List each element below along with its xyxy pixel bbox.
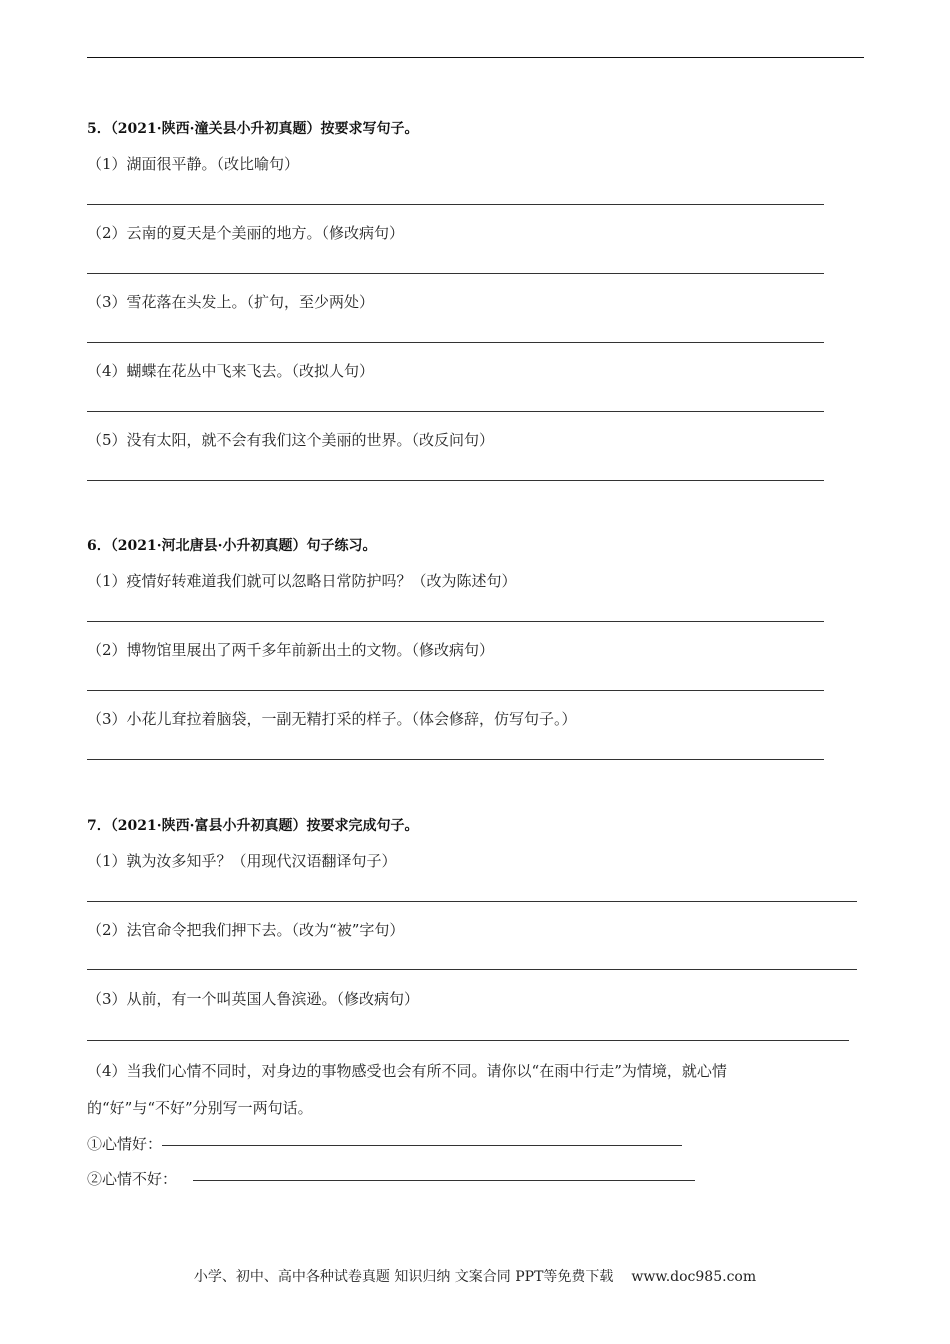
question-5-title: 5．（2021·陕西·潼关县小升初真题）按要求写句子。 <box>87 121 419 137</box>
q5-item-3: （3）雪花落在头发上。（扩句，至少两处） <box>87 293 375 311</box>
q6-item-2: （2）博物馆里展出了两千多年前新出土的文物。（修改病句） <box>87 641 495 659</box>
answer-line[interactable] <box>87 690 824 691</box>
footer-text: 小学、初中、高中各种试卷真题 知识归纳 文案合同 PPT等免费下载 <box>193 1269 614 1285</box>
bad-mood-answer-line[interactable] <box>193 1180 695 1181</box>
answer-line[interactable] <box>87 411 824 412</box>
answer-line[interactable] <box>87 273 824 274</box>
q6-item-3: （3）小花儿耷拉着脑袋，一副无精打采的样子。（体会修辞，仿写句子。） <box>87 710 577 728</box>
good-mood-answer-line[interactable] <box>162 1145 682 1146</box>
q5-item-2: （2）云南的夏天是个美丽的地方。（修改病句） <box>87 224 405 242</box>
answer-line[interactable] <box>87 901 857 902</box>
footer-site-link[interactable]: www.doc985.com <box>631 1269 757 1285</box>
question-7-title: 7．（2021·陕西·富县小升初真题）按要求完成句子。 <box>87 818 419 834</box>
q6-item-1: （1）疫情好转难道我们就可以忽略日常防护吗？（改为陈述句） <box>87 572 517 590</box>
good-mood-label: ①心情好： <box>87 1135 163 1153</box>
question-6-title: 6．（2021·河北唐县·小升初真题）句子练习。 <box>87 538 377 554</box>
q5-item-4: （4）蝴蝶在花丛中飞来飞去。（改拟人句） <box>87 362 375 380</box>
q7-item-4-line-1: （4）当我们心情不同时，对身边的事物感受也会有所不同。请你以“在雨中行走”为情境，就心情 <box>87 1062 727 1080</box>
q7-item-4-line-2: 的“好”与“不好”分别写一两句话。 <box>87 1099 313 1117</box>
answer-line[interactable] <box>87 204 824 205</box>
q5-item-5: （5）没有太阳，就不会有我们这个美丽的世界。（改反问句） <box>87 431 495 449</box>
answer-line[interactable] <box>87 1040 849 1041</box>
answer-line[interactable] <box>87 342 824 343</box>
answer-line[interactable] <box>87 621 824 622</box>
q7-item-3: （3）从前，有一个叫英国人鲁滨逊。（修改病句） <box>87 990 420 1008</box>
q5-item-1: （1）湖面很平静。（改比喻句） <box>87 155 300 173</box>
footer <box>0 1266 950 1286</box>
q7-item-2: （2）法官命令把我们押下去。（改为“被”字句） <box>87 921 405 939</box>
good-mood-row <box>87 1133 682 1154</box>
answer-line[interactable] <box>87 480 824 481</box>
answer-line[interactable] <box>87 759 824 760</box>
bad-mood-row <box>87 1168 695 1189</box>
top-rule <box>87 57 864 58</box>
bad-mood-label: ②心情不好： <box>87 1170 178 1188</box>
answer-line[interactable] <box>87 969 857 970</box>
q7-item-1: （1）孰为汝多知乎？（用现代汉语翻译句子） <box>87 852 397 870</box>
